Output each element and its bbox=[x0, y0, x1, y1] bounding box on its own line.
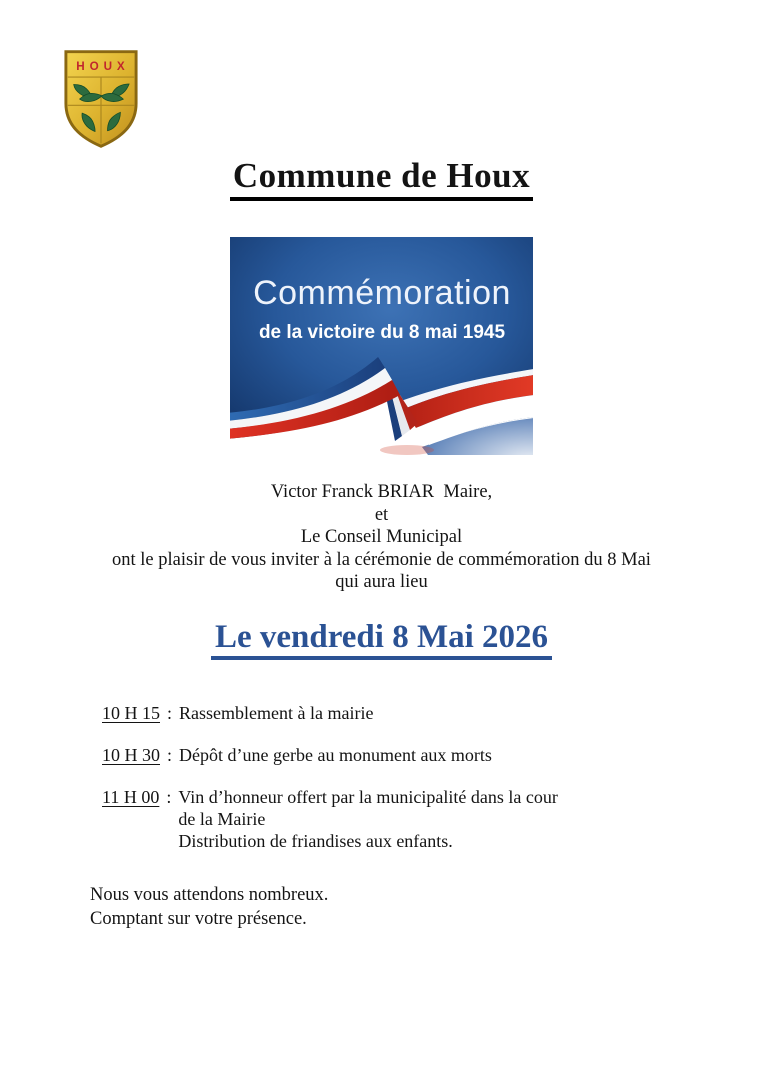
schedule-time: 11 H 00 bbox=[102, 787, 160, 807]
invitation-line-mayor: Victor Franck BRIAR Maire, bbox=[270, 482, 493, 502]
houx-coat-of-arms bbox=[62, 46, 140, 151]
schedule-time: 10 H 30 bbox=[102, 745, 160, 765]
invitation-line-invite: ont le plaisir de vous inviter à la cérémonie de commémoration du 8 Mai bbox=[112, 549, 651, 570]
page-title bbox=[0, 156, 763, 201]
schedule-description-line: Vin d’honneur offert par la municipalité dans la cour bbox=[178, 787, 558, 807]
schedule-separator: : bbox=[166, 787, 172, 807]
closing-line-1: Nous vous attendons nombreux. bbox=[90, 885, 329, 905]
schedule-item bbox=[102, 744, 558, 766]
banner-subheading: de la victoire du 8 mai 1945 bbox=[258, 322, 506, 343]
schedule-separator: : bbox=[167, 703, 173, 723]
banner-image bbox=[230, 237, 533, 455]
ribbon-shadow bbox=[380, 445, 434, 455]
event-date-heading bbox=[0, 619, 763, 660]
schedule-description bbox=[179, 702, 558, 724]
schedule-item bbox=[102, 702, 558, 724]
invitation-line-council: Le Conseil Municipal bbox=[300, 527, 463, 548]
banner-heading: Commémoration bbox=[253, 274, 511, 312]
schedule-description-line: Rassemblement à la mairie bbox=[179, 703, 374, 723]
schedule-description-line: Dépôt d’une gerbe au monument aux morts bbox=[179, 745, 492, 765]
schedule bbox=[102, 702, 558, 872]
schedule-description-line: de la Mairie bbox=[178, 809, 266, 829]
closing-text bbox=[90, 884, 328, 931]
crest-label: HOUX bbox=[76, 60, 130, 74]
schedule-description bbox=[178, 786, 557, 852]
schedule-separator: : bbox=[167, 745, 173, 765]
invitation-line-place: qui aura lieu bbox=[335, 572, 428, 593]
schedule-time: 10 H 15 bbox=[102, 703, 160, 723]
commemoration-banner bbox=[230, 237, 533, 455]
event-date-text: Le vendredi 8 Mai 2026 bbox=[211, 619, 552, 660]
page-title-text: Commune de Houx bbox=[230, 156, 533, 201]
closing-line-2: Comptant sur votre présence. bbox=[90, 908, 307, 929]
invitation-text bbox=[0, 481, 763, 594]
schedule-item bbox=[102, 786, 558, 852]
invitation-line-et: et bbox=[374, 504, 389, 525]
schedule-description-line: Distribution de friandises aux enfants. bbox=[178, 831, 453, 851]
schedule-description bbox=[179, 744, 558, 766]
